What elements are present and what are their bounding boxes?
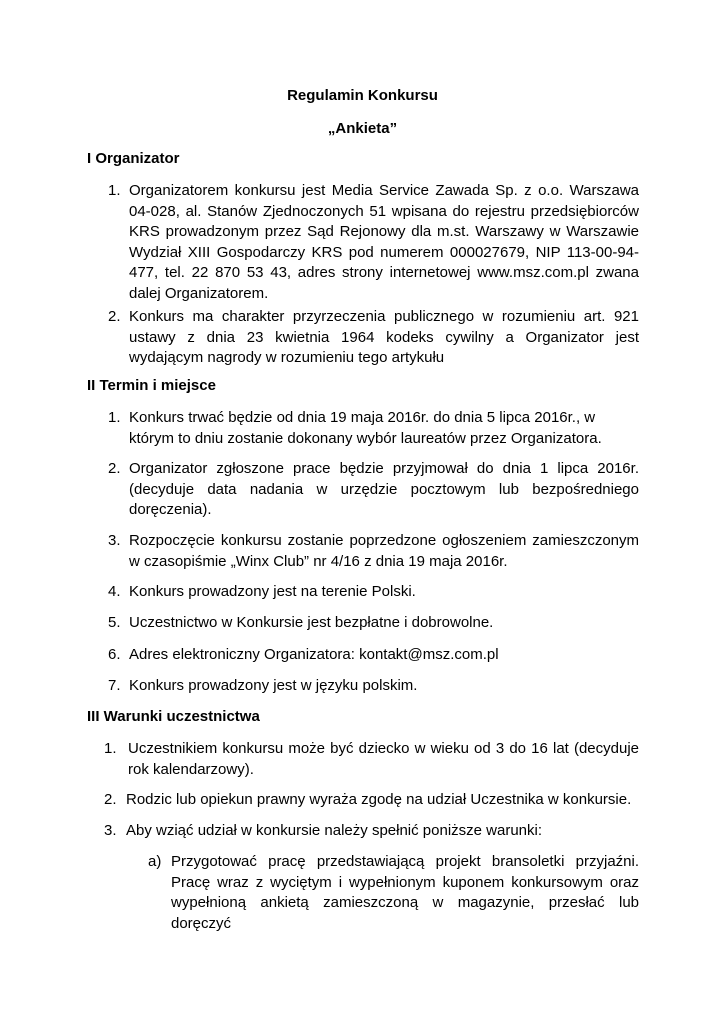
document-title: Regulamin Konkursu — [287, 87, 438, 104]
list-item — [108, 645, 639, 666]
list-item — [148, 852, 639, 934]
section-heading-warunki: III Warunki uczestnictwa — [87, 708, 260, 725]
list-item-number: 1. — [104, 740, 117, 757]
list-item-text: Konkurs trwać będzie od dnia 19 maja 2016r. do dnia 5 lipca 2016r., w którym to dniu zostanie dokonany wybór laureatów przez Organizatora. — [129, 409, 602, 447]
list-item — [108, 307, 639, 369]
list-item-number: 2. — [108, 460, 121, 477]
list-item — [108, 181, 639, 304]
list-item-number: 3. — [104, 822, 117, 839]
list-item-number: 1. — [108, 409, 121, 426]
list-item-text: Aby wziąć udział w konkursie należy spełnić poniższe warunki: — [126, 822, 543, 839]
list-item-text: Organizatorem konkursu jest Media Service Zawada Sp. z o.o. Warszawa 04-028, al. Stanów Zjednoczonych 51 wpisana do rejestru przedsiębiorców KRS prowadzonym przez Sąd Rejonowy dla m.st. Warszawy w Warszawie Wydział XIII Gospodarczy KRS pod numerem 000027679, NIP 113-00-94-477, tel. 22 870 53 43, adres strony internetowej www.msz.com.pl zwana dalej Organizatorem. — [129, 182, 639, 302]
list-item — [104, 821, 639, 842]
list-item-text: Uczestnictwo w Konkursie jest bezpłatne i dobrowolne. — [129, 614, 494, 631]
list-item-text: Konkurs ma charakter przyrzeczenia publicznego w rozumieniu art. 921 ustawy z dnia 23 kwietnia 1964 kodeks cywilny a Organizator jest wydającym nagrody w rozumieniu tego artykułu — [129, 308, 639, 366]
list-item-text: Przygotować pracę przedstawiającą projekt bransoletki przyjaźni. Pracę wraz z wyciętym i wypełnionym kuponem konkursowym oraz wypełnioną ankietą zamieszczoną w magazynie, przesłać lub doręczyć — [171, 853, 639, 932]
list-item-number: 2. — [104, 791, 117, 808]
list-item-number: 5. — [108, 614, 121, 631]
list-item-number: 3. — [108, 532, 121, 549]
list-item-number: 1. — [108, 182, 121, 199]
list-item-text: Uczestnikiem konkursu może być dziecko w wieku od 3 do 16 lat (decyduje rok kalendarzowy). — [128, 740, 639, 778]
list-item — [104, 790, 639, 811]
list-item-text: Adres elektroniczny Organizatora: kontakt@msz.com.pl — [129, 646, 499, 663]
list-item — [108, 459, 639, 521]
list-item-number: 6. — [108, 646, 121, 663]
list-item-text: Rozpoczęcie konkursu zostanie poprzedzone ogłoszeniem zamieszczonym w czasopiśmie „Winx Club” nr 4/16 z dnia 19 maja 2016r. — [129, 532, 639, 570]
section-heading-termin: II Termin i miejsce — [87, 377, 216, 394]
list-item — [108, 408, 639, 449]
list-item-number: 7. — [108, 677, 121, 694]
list-item — [108, 676, 639, 697]
list-item-text: Konkurs prowadzony jest w języku polskim. — [129, 677, 418, 694]
list-item — [108, 531, 639, 572]
list-item-text: Organizator zgłoszone prace będzie przyjmował do dnia 1 lipca 2016r. (decyduje data nadania w urzędzie pocztowym lub bezpośredniego doręczenia). — [129, 460, 639, 518]
list-item-number: a) — [148, 853, 162, 870]
list-item-number: 4. — [108, 583, 121, 600]
list-item — [108, 582, 639, 603]
list-item-text: Rodzic lub opiekun prawny wyraża zgodę na udział Uczestnika w konkursie. — [126, 791, 632, 808]
list-item-text: Konkurs prowadzony jest na terenie Polski. — [129, 583, 416, 600]
list-item — [104, 739, 639, 780]
section-heading-organizator: I Organizator — [87, 150, 180, 167]
list-item-number: 2. — [108, 308, 121, 325]
document-subtitle: „Ankieta” — [327, 120, 398, 137]
list-item — [108, 613, 639, 634]
